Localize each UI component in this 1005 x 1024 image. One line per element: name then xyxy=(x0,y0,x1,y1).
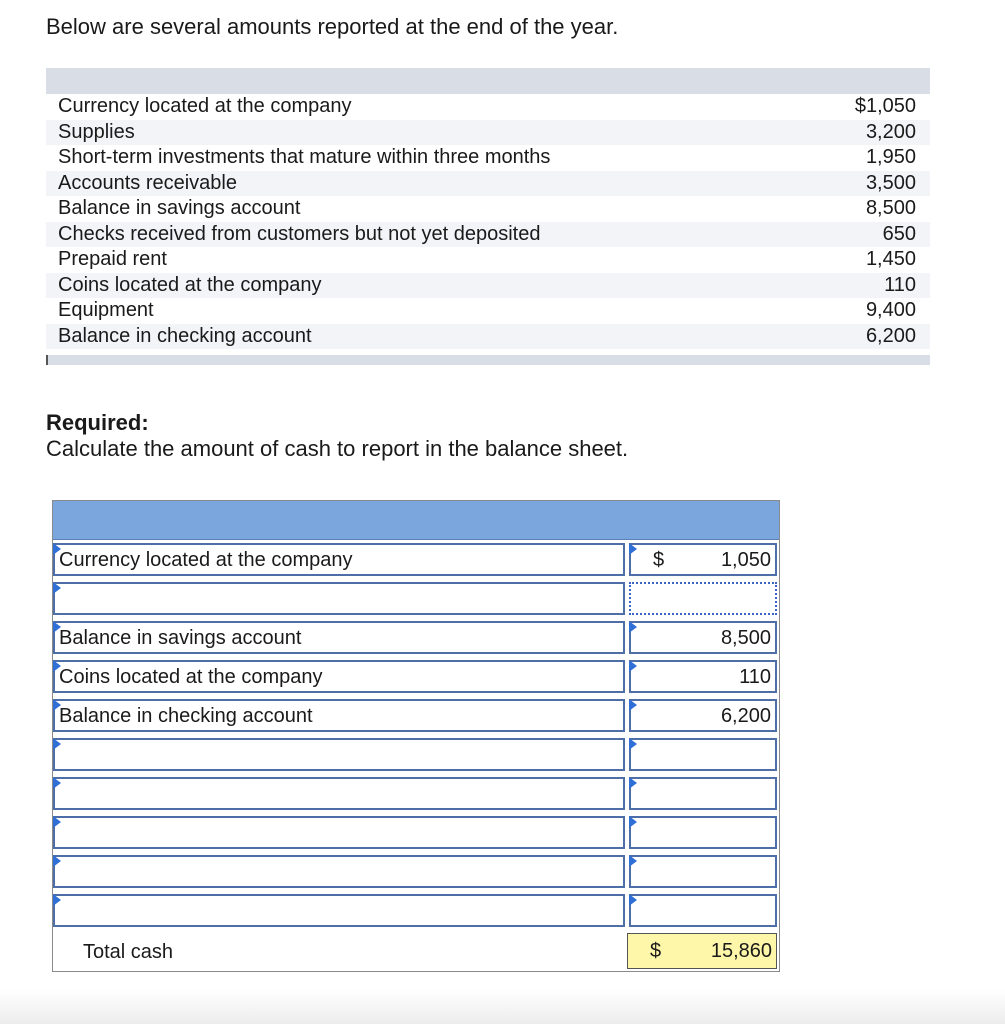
currency-symbol: $ xyxy=(650,940,662,962)
reference-label: Currency located at the company xyxy=(58,95,352,117)
answer-label-input[interactable]: Coins located at the company xyxy=(53,660,625,693)
total-label: Total cash xyxy=(83,941,174,963)
answer-row xyxy=(53,855,779,891)
reference-label: Coins located at the company xyxy=(58,273,322,296)
answer-row xyxy=(53,699,779,735)
dropdown-marker-icon xyxy=(53,894,61,906)
reference-label: Short-term investments that mature within three months xyxy=(58,146,551,168)
answer-label-input[interactable] xyxy=(53,816,625,849)
reference-amount: 110 xyxy=(884,273,916,296)
reference-table xyxy=(46,68,930,365)
reference-row xyxy=(46,120,930,146)
reference-row xyxy=(46,273,930,299)
reference-row xyxy=(46,196,930,222)
answer-label-input[interactable] xyxy=(53,582,625,615)
amount-marker-icon xyxy=(629,621,637,633)
answer-amount-input[interactable] xyxy=(629,738,777,771)
answer-amount-value: 6,200 xyxy=(720,705,771,727)
reference-rows xyxy=(46,94,930,349)
reference-amount: 8,500 xyxy=(865,197,916,219)
dropdown-marker-icon xyxy=(53,738,61,750)
reference-row xyxy=(46,222,930,248)
answer-label-input[interactable]: Balance in checking account xyxy=(53,699,625,732)
answer-label-input[interactable] xyxy=(53,894,625,927)
reference-row xyxy=(46,171,930,197)
required-instructions: Calculate the amount of cash to report in the balance sheet. xyxy=(46,436,629,461)
answer-label-input[interactable] xyxy=(53,777,625,810)
answer-amount-input[interactable] xyxy=(629,660,777,693)
answer-amount-input[interactable] xyxy=(629,582,777,615)
reference-label: Balance in savings account xyxy=(58,197,301,219)
total-row xyxy=(53,933,779,971)
reference-amount: 9,400 xyxy=(865,299,916,321)
answer-amount-input[interactable] xyxy=(629,855,777,888)
reference-table-header xyxy=(46,68,930,94)
currency-symbol: $ xyxy=(653,549,665,571)
amount-marker-icon xyxy=(629,894,637,906)
answer-amount-input[interactable] xyxy=(629,816,777,849)
reference-row xyxy=(46,145,930,171)
answer-row xyxy=(53,777,779,813)
dropdown-marker-icon xyxy=(53,660,61,672)
reference-row xyxy=(46,247,930,273)
answer-amount-value: 8,500 xyxy=(720,627,771,649)
answer-row xyxy=(53,582,779,618)
reference-label: Accounts receivable xyxy=(58,171,237,194)
reference-label: Supplies xyxy=(58,120,135,143)
dropdown-marker-icon xyxy=(53,699,61,711)
amount-marker-icon xyxy=(629,777,637,789)
answer-amount-input[interactable] xyxy=(629,699,777,732)
answer-label-input[interactable]: Balance in savings account xyxy=(53,621,625,654)
reference-amount: 1,950 xyxy=(865,146,916,168)
answer-amount-input[interactable] xyxy=(629,543,777,576)
answer-amount-input[interactable] xyxy=(629,894,777,927)
answer-table-header xyxy=(53,501,779,540)
dropdown-marker-icon xyxy=(53,543,61,555)
answer-label-input[interactable]: Currency located at the company xyxy=(53,543,625,576)
dropdown-marker-icon xyxy=(53,621,61,633)
amount-marker-icon xyxy=(629,699,637,711)
reference-row xyxy=(46,324,930,350)
amount-marker-icon xyxy=(629,816,637,828)
required-section xyxy=(46,410,628,462)
intro-text: Below are several amounts reported at the end of the year. xyxy=(46,14,619,39)
amount-marker-icon xyxy=(629,660,637,672)
dropdown-marker-icon xyxy=(53,777,61,789)
reference-label: Checks received from customers but not yet deposited xyxy=(58,222,541,245)
answer-table xyxy=(52,500,780,972)
reference-row xyxy=(46,94,930,120)
amount-marker-icon xyxy=(629,855,637,867)
page-bottom-band xyxy=(0,990,1005,1024)
reference-amount: $1,050 xyxy=(854,95,916,117)
answer-amount-input[interactable] xyxy=(629,777,777,810)
reference-amount: 3,200 xyxy=(865,120,916,143)
answer-row xyxy=(53,660,779,696)
total-amount-value: 15,860 xyxy=(710,940,772,962)
reference-label: Balance in checking account xyxy=(58,324,312,347)
dropdown-marker-icon xyxy=(53,582,61,594)
answer-row xyxy=(53,894,779,930)
dropdown-marker-icon xyxy=(53,816,61,828)
reference-amount: 650 xyxy=(882,222,916,245)
answer-label-input[interactable] xyxy=(53,738,625,771)
answer-amount-value: 110 xyxy=(739,666,771,688)
reference-amount: 6,200 xyxy=(865,324,916,347)
required-title: Required: xyxy=(46,410,149,435)
answer-row xyxy=(53,816,779,852)
answer-row xyxy=(53,543,779,579)
answer-row xyxy=(53,621,779,657)
answer-amount-input[interactable] xyxy=(629,621,777,654)
reference-label: Prepaid rent xyxy=(58,248,167,270)
answer-row xyxy=(53,738,779,774)
answer-label-input[interactable] xyxy=(53,855,625,888)
reference-table-footer xyxy=(46,355,930,365)
amount-marker-icon xyxy=(629,543,637,555)
reference-amount: 3,500 xyxy=(865,171,916,194)
reference-amount: 1,450 xyxy=(865,248,916,270)
reference-label: Equipment xyxy=(58,299,154,321)
answer-amount-value: 1,050 xyxy=(720,549,771,571)
dropdown-marker-icon xyxy=(53,855,61,867)
total-amount xyxy=(627,933,777,969)
amount-marker-icon xyxy=(629,738,637,750)
reference-row xyxy=(46,298,930,324)
